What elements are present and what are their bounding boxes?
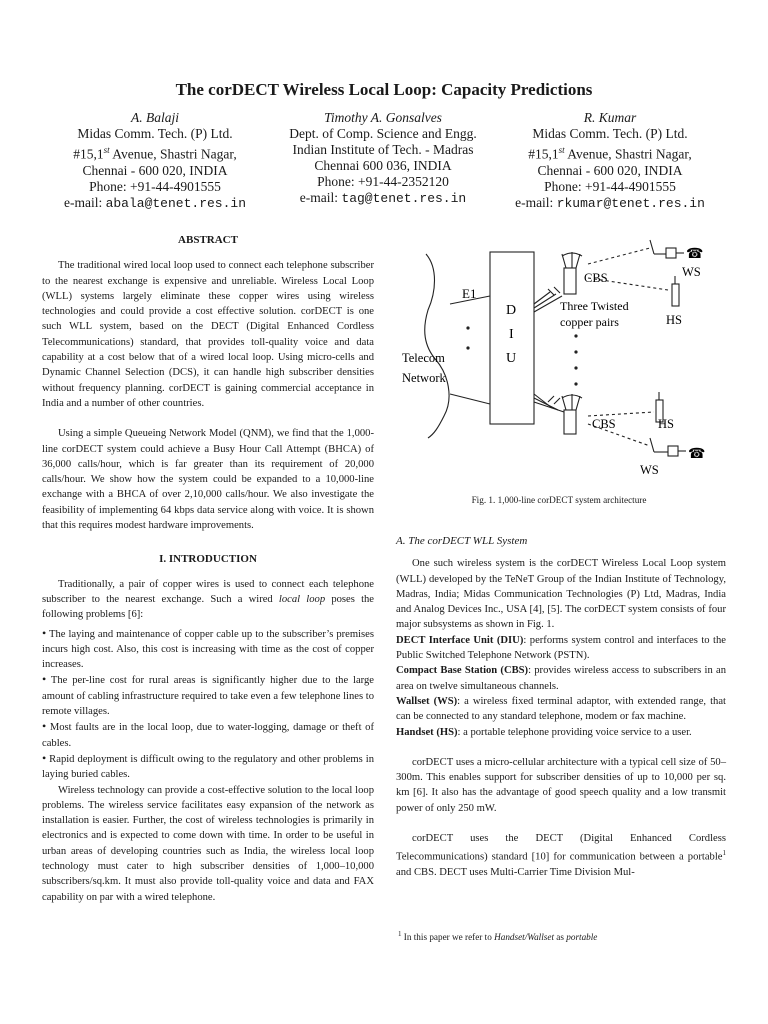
left-column bbox=[42, 233, 374, 905]
copper-pair-link bbox=[534, 292, 550, 304]
system-architecture-figure bbox=[398, 234, 720, 477]
term-cbs: Compact Base Station (CBS): provides wireless access to subscribers in an area on twelve simultaneous channels. bbox=[396, 665, 726, 692]
ws-bottom-antenna bbox=[650, 438, 654, 452]
label-e1: E1 bbox=[462, 286, 477, 301]
ellipsis-dot bbox=[466, 346, 469, 349]
footnote: $^1$ In this paper we refer to Handset/Wallset as portable bbox=[398, 930, 598, 943]
list-item: • The per-line cost for rural areas is significantly higher due to the large amount of cabling infrastructure required to take even a few telephone lines to remote villages. bbox=[42, 672, 374, 718]
ellipsis-dot bbox=[466, 326, 469, 329]
author-block-1 bbox=[50, 110, 260, 212]
intro-paragraph-2: Wireless technology can provide a cost-effective solution to the local loop problems. The wireless service facilitates easy expansion of the network as installation is easier. Further, the cost of wireless technologies is primarily in electronics and is expected to come down with time. In order to be useful in urban areas of developing countries such as India, the wireless local loop technology must cater to high subscriber densities of 1,000–10,000 subscribers/sq.km. It must also provide toll-quality voice and data and FAX capability on par with a wired telephone. bbox=[42, 784, 374, 903]
label-cbs-top: CBS bbox=[584, 271, 608, 285]
e1-link bbox=[450, 394, 490, 404]
author-phone: Phone: +91-44-2352120 bbox=[317, 174, 449, 189]
author-city: Chennai - 600 020, INDIA bbox=[82, 162, 228, 178]
system-paragraph: One such wireless system is the corDECT Wireless Local Loop system (WLL) developed by the TeNeT Group of the Indian Institute of Technology, Madras, India; Midas Communication Technologies (P) Ltd, Madras, India and Analog Devices Inc., USA [4], [5]. The corDECT system consists of four major subsystems as shown in Fig. 1. bbox=[396, 558, 726, 631]
term-ws: Wallset (WS): a wireless fixed terminal adaptor, with extended range, that can be connected to any standard telephone, modem or fax machine. bbox=[396, 695, 726, 723]
ws-bottom-box bbox=[668, 446, 678, 456]
author-city: Chennai 600 036, INDIA bbox=[314, 158, 452, 173]
ellipsis-dot bbox=[574, 366, 577, 369]
author-name: A. Balaji bbox=[131, 110, 179, 125]
author-email[interactable]: e-mail: rkumar@tenet.res.in bbox=[515, 194, 705, 211]
author-affiliation: Dept. of Comp. Science and Engg. bbox=[289, 126, 477, 141]
author-phone: Phone: +91-44-4901555 bbox=[544, 178, 676, 194]
cbs-bottom-box bbox=[564, 410, 576, 434]
author-name: Timothy A. Gonsalves bbox=[324, 110, 442, 125]
telephone-icon: ☎ bbox=[688, 447, 706, 462]
author-email[interactable]: e-mail: tag@tenet.res.in bbox=[299, 190, 467, 206]
cbs-top-box bbox=[564, 268, 576, 294]
label-telecom: Telecom bbox=[402, 351, 445, 365]
author-block-3 bbox=[502, 110, 718, 212]
author-name: R. Kumar bbox=[583, 110, 637, 125]
label-hs-bottom: HS bbox=[658, 417, 674, 431]
list-item: • The laying and maintenance of copper cable up to the subscriber’s premises incurs high cost. Also, this cost is increasing with time as the cost of copper increases. bbox=[42, 625, 374, 671]
author-affiliation: Midas Comm. Tech. (P) Ltd. bbox=[77, 126, 233, 141]
micro-cellular-paragraph: corDECT uses a micro-cellular architecture with a typical cell size of 50–300m. This enables support for subscriber densities of up to 10,000 per sq. km [6]. It also has the advantage of good speech quality and a low transmit power of only 250 mW. bbox=[396, 756, 726, 814]
abstract-heading: ABSTRACT bbox=[178, 234, 238, 246]
ws-top-box bbox=[666, 248, 676, 258]
telecom-network-boundary bbox=[425, 254, 449, 438]
abstract-paragraph-1: The traditional wired local loop used to connect each telephone subscriber to the nearest exchange is expensive and unreliable. Wireless Local Loop (WLL) systems largely eliminate these copper wires using wireless technologies and could provide a cost effective solution. corDECT is one such WLL system, based on the DECT (Digital Enhanced Cordless Telecommunications) standard, that provides toll-quality voice and data capability at a cost below that of a wired local loop. Using micro-cells and Dynamic Channel Selection (DCS), it can handle high subscriber densities without frequency planning. corDECT is gaining commercial acceptance in India and a number of other countries. bbox=[42, 260, 374, 409]
radio-link bbox=[588, 412, 654, 416]
label-diu-i: I bbox=[509, 327, 514, 342]
label-ws-bottom: WS bbox=[640, 463, 659, 477]
author-block-2 bbox=[272, 110, 494, 207]
label-network: Network bbox=[402, 371, 446, 385]
author-phone: Phone: +91-44-4901555 bbox=[89, 178, 221, 194]
copper-pair-link bbox=[534, 296, 562, 312]
paper-title: The corDECT Wireless Local Loop: Capacity Predictions bbox=[175, 80, 593, 99]
intro-paragraph-1: Traditionally, a pair of copper wires is used to connect each telephone subscriber to the nearest exchange. Such a wired local loop poses the following problems [6]: bbox=[42, 578, 375, 621]
introduction-heading: I. INTRODUCTION bbox=[159, 553, 257, 566]
telephone-icon: ☎ bbox=[686, 247, 704, 262]
abstract-paragraph-2: Using a simple Queueing Network Model (QNM), we find that the 1,000-line corDECT system could achieve a Busy Hour Call Attempt (BHCA) of 36,000 calls/hour, which is far greater than its requirement of 20,000 calls/hour. We show how the system could be expanded to a 10,000-line exchange with a BHCA of over 2,10,000 calls/hour. We also investigate the feasibility of implementing 64 kbps data service along with voice. It is shown that this requires modest hardware improvements. bbox=[42, 428, 374, 532]
list-item: • Rapid deployment is difficult owing to the regulatory and other problems in laying buried cables. bbox=[42, 750, 374, 781]
author-address: Indian Institute of Tech. - Madras bbox=[292, 142, 474, 157]
dect-paragraph: corDECT uses the DECT (Digital Enhanced Cordless Telecommunications) standard [10] for communication between a portable$^1$ and CBS. DECT uses Multi-Carrier Time Division Mul- bbox=[396, 833, 726, 879]
label-twisted-pairs: Three Twisted bbox=[560, 299, 629, 313]
label-diu-d: D bbox=[506, 303, 517, 318]
right-column bbox=[396, 534, 726, 880]
ellipsis-dot bbox=[574, 382, 577, 385]
author-email[interactable]: e-mail: abala@tenet.res.in bbox=[63, 194, 247, 211]
term-diu: DECT Interface Unit (DIU): performs system control and interfaces to the Public Switched Telephone Network (PSTN). bbox=[396, 634, 726, 662]
author-affiliation: Midas Comm. Tech. (P) Ltd. bbox=[532, 126, 688, 141]
author-city: Chennai - 600 020, INDIA bbox=[537, 162, 683, 178]
subsection-heading: A. The corDECT WLL System bbox=[396, 535, 528, 547]
label-cbs-bottom: CBS bbox=[592, 417, 616, 431]
author-address: #15,1st Avenue, Shastri Nagar, bbox=[73, 145, 237, 162]
ellipsis-dot bbox=[574, 334, 577, 337]
label-hs-top: HS bbox=[666, 313, 682, 327]
ws-top-antenna bbox=[650, 240, 654, 254]
label-copper-pairs: copper pairs bbox=[560, 315, 619, 329]
author-address: #15,1st Avenue, Shastri Nagar, bbox=[528, 145, 692, 162]
radio-link bbox=[588, 248, 650, 264]
figure-caption: Fig. 1. 1,000-line corDECT system architecture bbox=[471, 495, 647, 505]
hs-top-handset bbox=[672, 284, 679, 306]
label-diu-u: U bbox=[506, 351, 517, 366]
copper-pair-link bbox=[534, 402, 564, 412]
list-item: • Most faults are in the local loop, due to water-logging, damage or theft of cables. bbox=[42, 719, 374, 749]
label-ws-top: WS bbox=[682, 265, 701, 279]
ellipsis-dot bbox=[574, 350, 577, 353]
term-hs: Handset (HS): a portable telephone providing voice service to a user. bbox=[396, 726, 692, 738]
